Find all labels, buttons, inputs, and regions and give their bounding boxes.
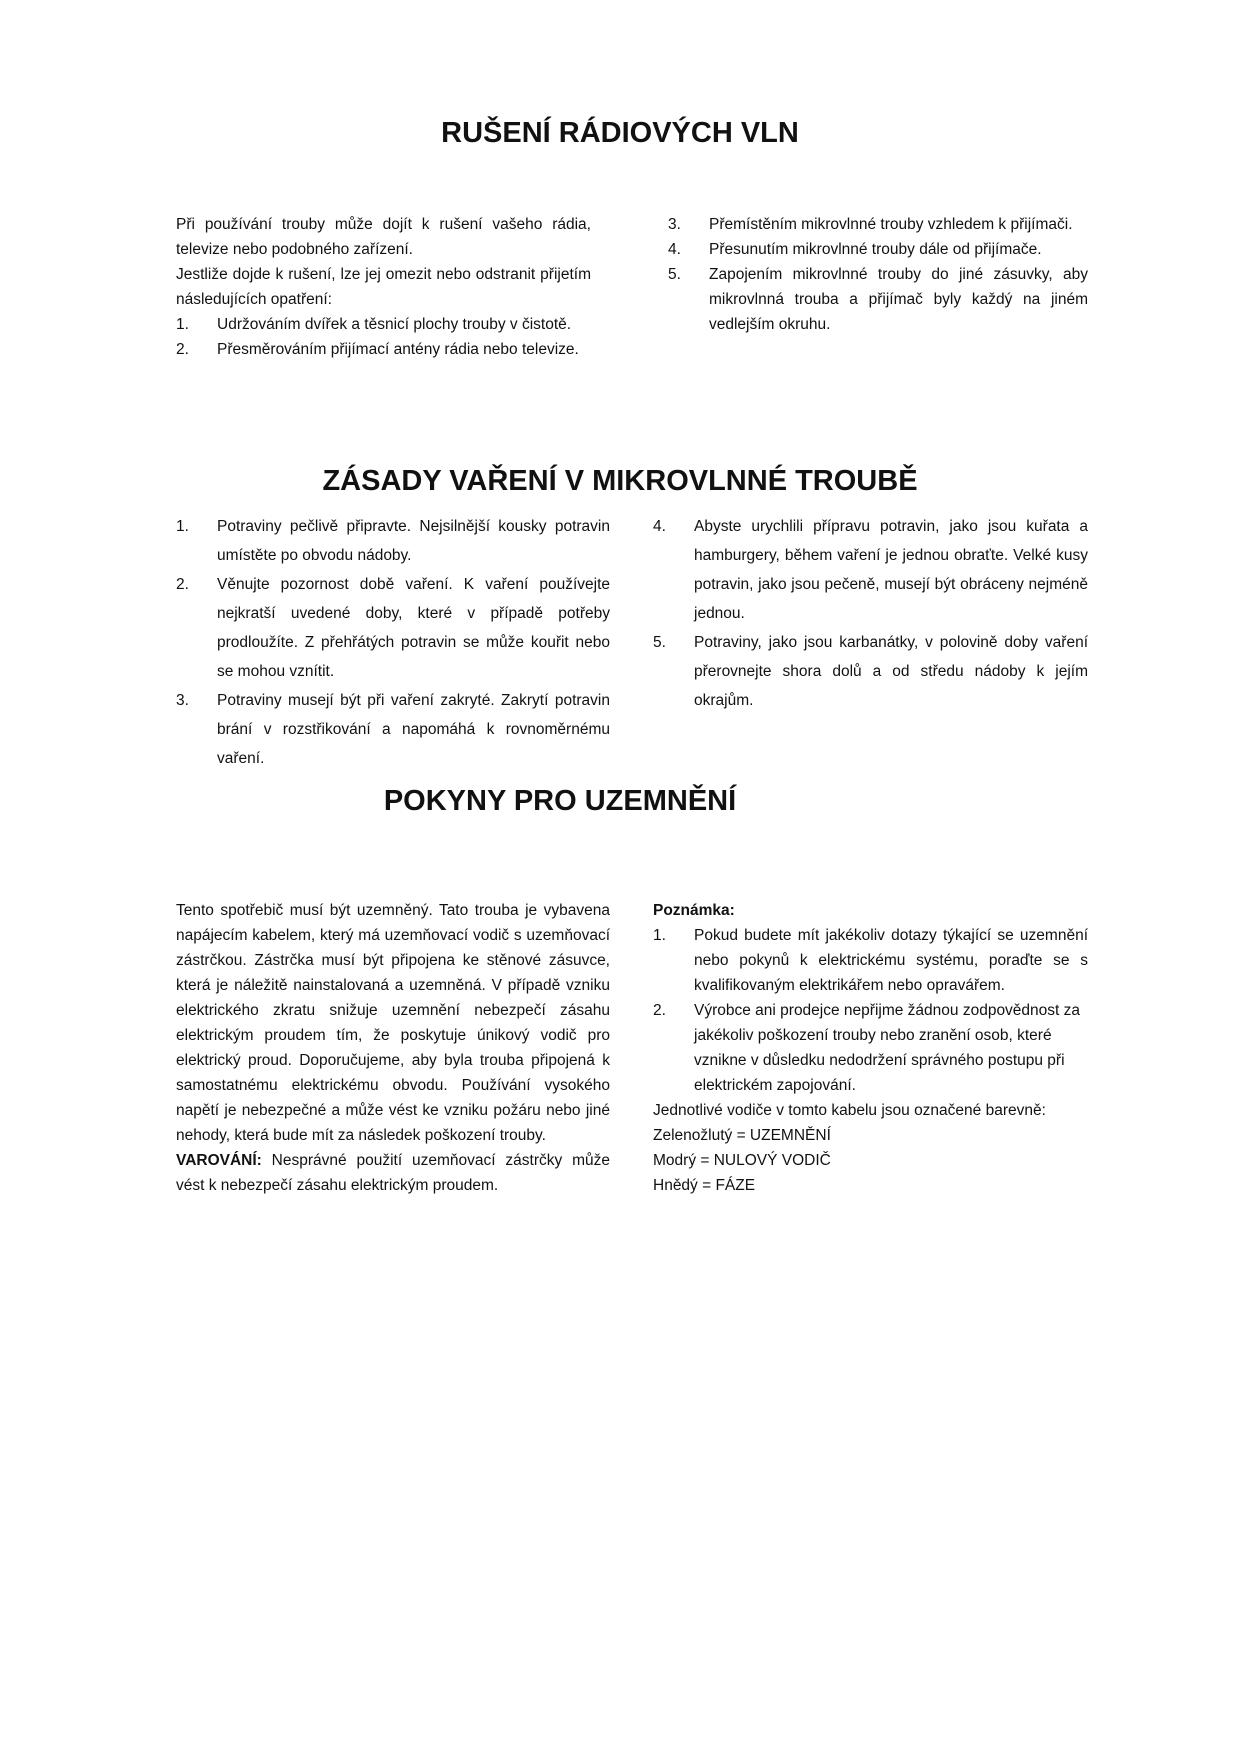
list-item: 2. Přesměrováním přijímací antény rádia nebo televize.: [176, 341, 579, 358]
list-item: 1. Potraviny pečlivě připravte. Nejsilnější kousky potravin umístěte po obvodu nádoby.: [176, 518, 610, 564]
list-item: 4. Přesunutím mikrovlnné trouby dále od přijímače.: [668, 241, 1042, 258]
radio-left-column: [176, 212, 591, 362]
grounding-notes: [653, 923, 1088, 1098]
list-item: 1. Udržováním dvířek a těsnicí plochy trouby v čistotě.: [176, 316, 572, 333]
list-item: 2. Věnujte pozornost době vaření. K vaření používejte nejkratší uvedené doby, které v případě potřeby prodloužíte. Z přehřátých potravin se může kouřit nebo se mohou vznítit.: [176, 576, 610, 680]
radio-intro-2: Jestliže dojde k rušení, lze jej omezit nebo odstranit přijetím následujících opatření:: [176, 266, 591, 308]
grounding-left-column: [176, 898, 610, 1198]
grounding-body: Tento spotřebič musí být uzemněný. Tato trouba je vybavena napájecím kabelem, který má uzemňovací vodič s uzemňovací zástrčkou. Zástrčka musí být připojena ke stěnové zásuvce, která je náležitě nainstalovaná a uzemněná. V případě vzniku elektrického zkratu snižuje uzemnění nebezpečí zásahu elektrickým proudem tím, že poskytuje únikový vodič pro elektrický proud. Doporučujeme, aby byla trouba připojená k samostatnému elektrickému obvodu. Používání vysokého napětí je nebezpečné a může vést ke vzniku požáru nebo jiné nehody, která bude mít za následek poškození trouby.: [176, 902, 610, 1144]
list-item: 5. Zapojením mikrovlnné trouby do jiné zásuvky, aby mikrovlnná trouba a přijímač byly každý na jiném vedlejším okruhu.: [668, 266, 1088, 333]
grounding-warning: [176, 1148, 610, 1198]
wire-blue: Modrý = NULOVÝ VODIČ: [653, 1152, 831, 1169]
radio-interference-title: RUŠENÍ RÁDIOVÝCH VLN: [441, 117, 799, 149]
wires-intro: Jednotlivé vodiče v tomto kabelu jsou označené barevně:: [653, 1102, 1046, 1119]
list-item: 2. Výrobce ani prodejce nepřijme žádnou zodpovědnost za jakékoliv poškození trouby nebo zranění osob, které vznikne v důsledku nedodržení správného postupu při elektrickém zapojování.: [653, 1002, 1081, 1094]
list-item: 3. Potraviny musejí být při vaření zakryté. Zakrytí potravin brání v rozstřikování a napomáhá k rovnoměrnému vaření.: [176, 692, 610, 767]
note-label: Poznámka:: [653, 902, 735, 919]
warning-label: VAROVÁNÍ:: [176, 1152, 262, 1169]
list-item: 3. Přemístěním mikrovlnné trouby vzhledem k přijímači.: [668, 216, 1073, 233]
wire-green-yellow: Zelenožlutý = UZEMNĚNÍ: [653, 1127, 831, 1144]
grounding-title: POKYNY PRO UZEMNĚNÍ: [383, 785, 737, 817]
list-item: 4. Abyste urychlili přípravu potravin, jako jsou kuřata a hamburgery, během vaření je jednou obraťte. Velké kusy potravin, jako jsou pečeně, musejí být obráceny nejméně jednou.: [653, 518, 1088, 622]
radio-right-column: [668, 212, 1088, 337]
wire-brown: Hnědý = FÁZE: [653, 1177, 756, 1194]
cooking-principles-title: ZÁSADY VAŘENÍ V MIKROVLNNÉ TROUBĚ: [322, 465, 918, 497]
list-item: 5. Potraviny, jako jsou karbanátky, v polovině doby vaření přerovnejte shora dolů a od středu nádoby k jejím okrajům.: [653, 634, 1088, 709]
radio-intro-1: Při používání trouby může dojít k rušení vašeho rádia, televize nebo podobného zařízení.: [176, 216, 591, 258]
grounding-right-column: [653, 898, 1088, 1198]
radio-list-right: [668, 212, 1088, 337]
cooking-right-column: [653, 512, 1088, 715]
cooking-list-right: [653, 512, 1088, 715]
list-item: 1. Pokud budete mít jakékoliv dotazy týkající se uzemnění nebo pokynů k elektrickému systému, poraďte se s kvalifikovaným elektrikářem nebo opravářem.: [653, 927, 1088, 994]
warning-text: Nesprávné použití uzemňovací zástrčky může vést k nebezpečí zásahu elektrickým proudem.: [176, 1152, 610, 1194]
cooking-list-left: [176, 512, 610, 773]
radio-list-left: [176, 312, 591, 362]
cooking-left-column: [176, 512, 610, 773]
